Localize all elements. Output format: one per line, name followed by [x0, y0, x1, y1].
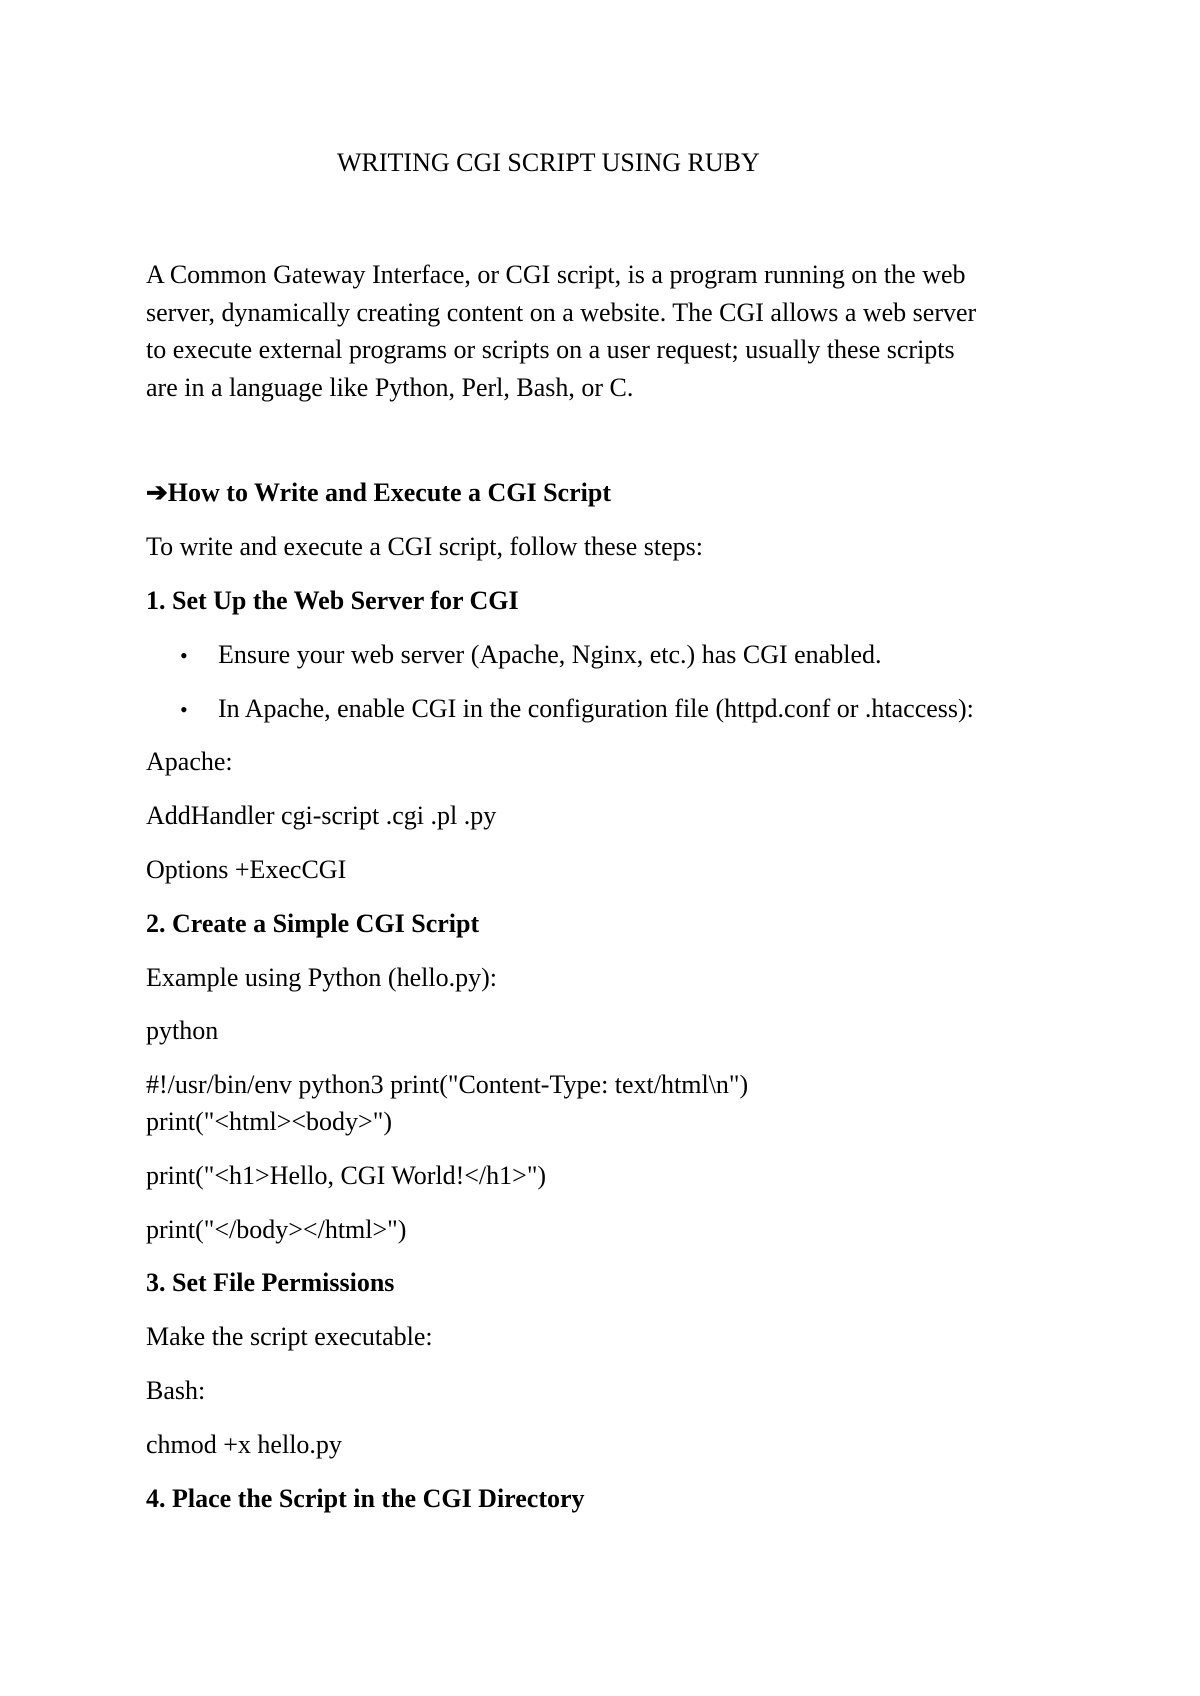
bullet-icon: •: [180, 697, 188, 722]
steps-intro: To write and execute a CGI script, follow these steps:: [146, 532, 704, 561]
code-line: print("<html><body>"): [146, 1107, 392, 1136]
code-line: #!/usr/bin/env python3 print("Content-Type: text/html\n"): [146, 1070, 749, 1099]
list-item-text: Ensure your web server (Apache, Nginx, etc.) has CGI enabled.: [218, 640, 882, 669]
code-line: Options +ExecCGI: [146, 855, 347, 884]
intro-line: A Common Gateway Interface, or CGI script, is a program running on the web: [146, 260, 966, 289]
list-item: [180, 694, 974, 725]
intro-paragraph: [146, 256, 1066, 406]
code-line: chmod +x hello.py: [146, 1430, 342, 1459]
step2-example-label: Example using Python (hello.py):: [146, 963, 497, 992]
code-line: AddHandler cgi-script .cgi .pl .py: [146, 801, 497, 830]
code-line: print("<h1>Hello, CGI World!</h1>"): [146, 1161, 547, 1190]
step4-heading: 4. Place the Script in the CGI Directory: [146, 1484, 585, 1513]
intro-line: are in a language like Python, Perl, Bash, or C.: [146, 372, 634, 402]
intro-line: server, dynamically creating content on a website. The CGI allows a web server: [146, 297, 977, 327]
step1-lang-label: Apache:: [146, 747, 233, 776]
intro-line: to execute external programs or scripts on a user request; usually these scripts: [146, 335, 955, 364]
arrow-right-icon: ➔: [146, 478, 168, 507]
step1-heading: 1. Set Up the Web Server for CGI: [146, 586, 519, 615]
bullet-icon: •: [180, 643, 188, 668]
step3-lang-label: Bash:: [146, 1376, 206, 1405]
document-title: WRITING CGI SCRIPT USING RUBY: [337, 148, 760, 177]
step2-lang-label: python: [146, 1016, 219, 1045]
section-heading-text: How to Write and Execute a CGI Script: [167, 478, 611, 507]
step2-heading: 2. Create a Simple CGI Script: [146, 909, 480, 938]
list-item-text: In Apache, enable CGI in the configuration file (httpd.conf or .htaccess):: [218, 694, 974, 723]
step3-instruction: Make the script executable:: [146, 1322, 433, 1351]
list-item: [180, 640, 881, 671]
step3-heading: 3. Set File Permissions: [146, 1268, 395, 1297]
code-line: print("</body></html>"): [146, 1215, 407, 1244]
section-heading: [146, 478, 611, 508]
